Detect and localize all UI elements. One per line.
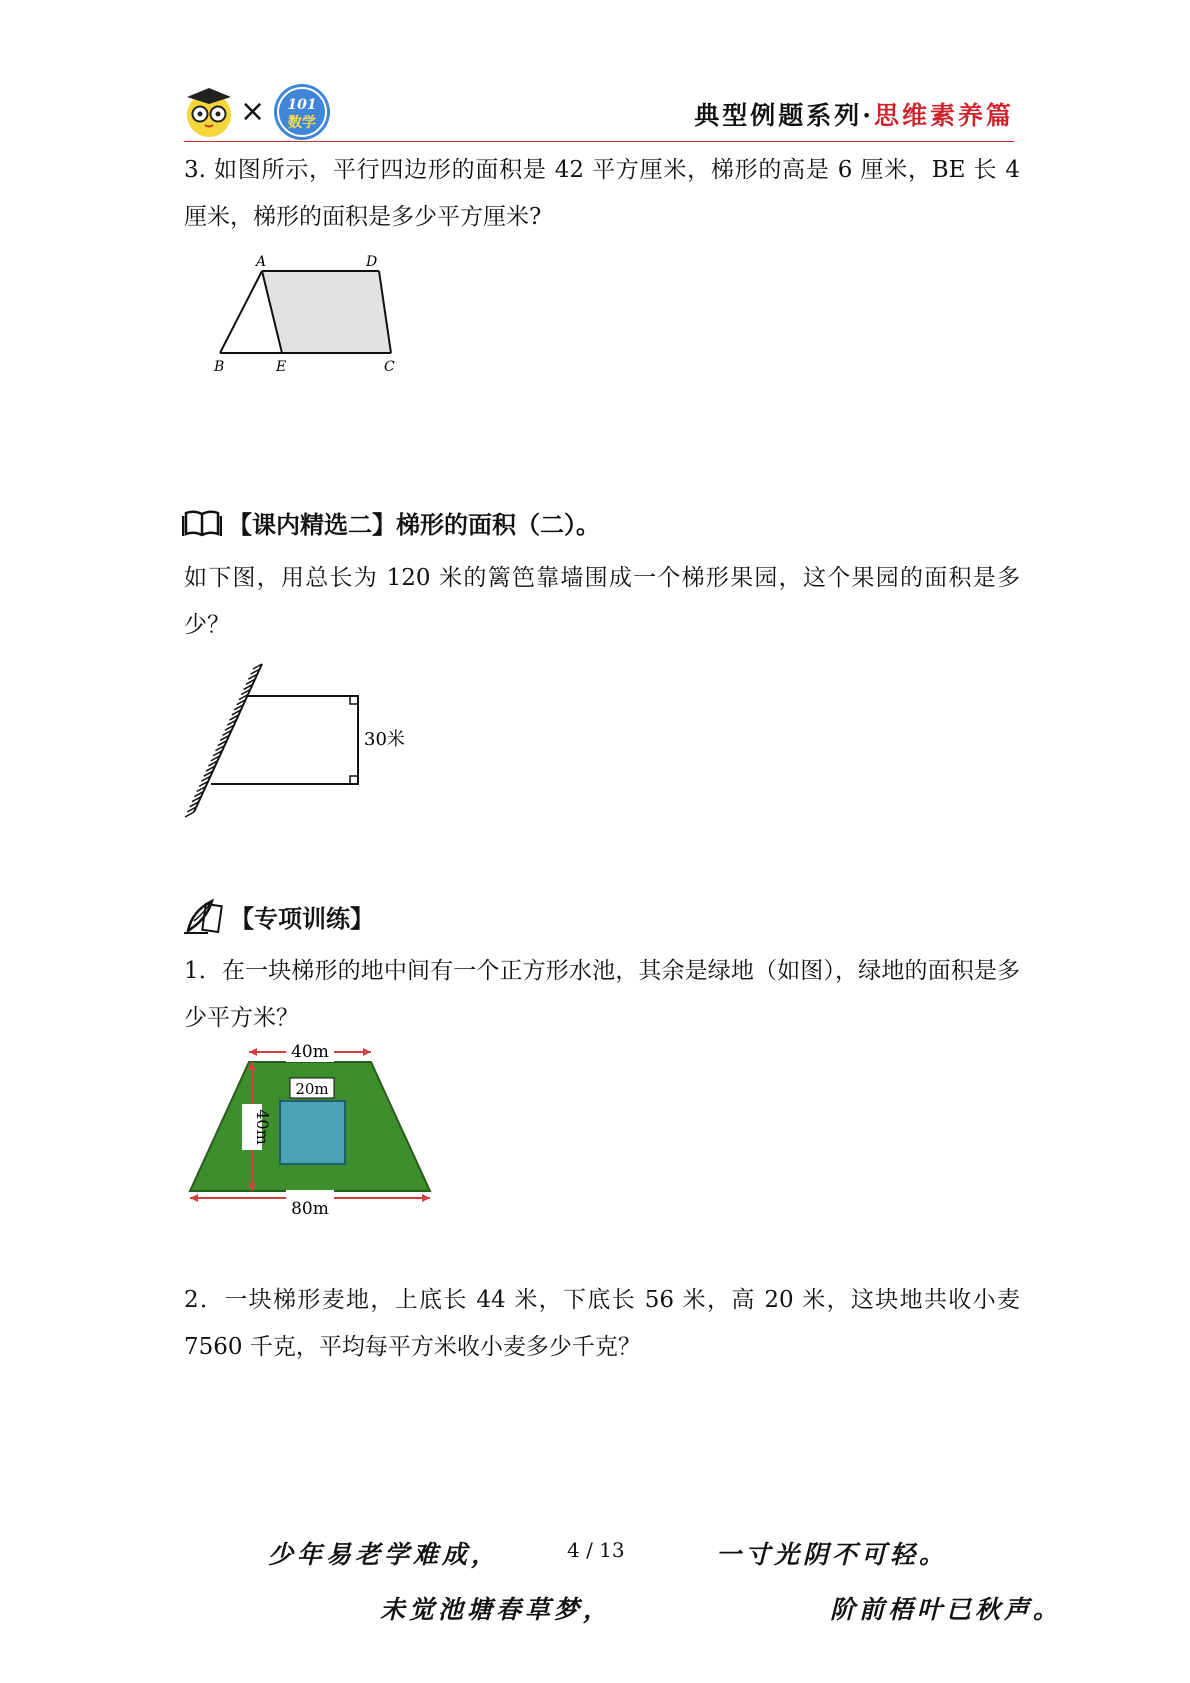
logo-text-math: 数学 bbox=[288, 115, 316, 131]
section-2-text: 如下图，用总长为 120 米的篱笆靠墙围成一个梯形果园，这个果园的面积是多少？ bbox=[184, 565, 1020, 638]
parallelogram-trapezoid-figure bbox=[206, 250, 416, 375]
wall-hatch-mark bbox=[185, 812, 194, 817]
label-e: E bbox=[276, 359, 287, 375]
label-c: C bbox=[384, 359, 395, 375]
section-3-heading bbox=[182, 897, 374, 935]
header-title-accent: 思维素养篇 bbox=[873, 101, 1014, 130]
problem-2-text: 2．一块梯形麦地，上底长 44 米，下底长 56 米，高 20 米，这块地共收小麦 7560 千克，平均每平方米收小麦多少千克？ bbox=[184, 1287, 1020, 1360]
problem-3-text: 3. 如图所示，平行四边形的面积是 42 平方厘米，梯形的高是 6 厘米，BE 长 4 厘米，梯形的面积是多少平方厘米? bbox=[184, 157, 1020, 230]
open-book-icon bbox=[182, 508, 222, 538]
label-a: A bbox=[256, 254, 267, 270]
section-2-heading bbox=[182, 505, 600, 540]
math-101-logo-icon bbox=[272, 82, 332, 142]
section-3-title: 【专项训练】 bbox=[230, 904, 374, 933]
height-label-40m: 40m bbox=[253, 1109, 272, 1145]
square-label-20m: 20m bbox=[295, 1080, 329, 1098]
bottom-label-80m: 80m bbox=[291, 1199, 329, 1218]
times-sign: × bbox=[240, 94, 266, 129]
header-title bbox=[694, 96, 1014, 132]
problem-1-text: 1．在一块梯形的地中间有一个正方形水池，其余是绿地（如图），绿地的面积是多少平方米？ bbox=[184, 958, 1020, 1031]
owl-logo-icon bbox=[184, 84, 234, 138]
header-title-dot: · bbox=[862, 101, 874, 130]
label-b: B bbox=[214, 359, 225, 375]
logo-text-101: 101 bbox=[287, 97, 317, 113]
trapezoid-field-figure bbox=[186, 1038, 434, 1218]
header-title-main: 典型例题系列 bbox=[694, 101, 863, 130]
label-d: D bbox=[366, 254, 378, 270]
header-divider bbox=[184, 141, 1014, 142]
section-2-title: 【课内精选二】梯形的面积（二）。 bbox=[228, 511, 600, 539]
top-label-40m: 40m bbox=[291, 1042, 329, 1062]
footer-line-2-left: 未觉池塘春草梦， bbox=[380, 1595, 613, 1624]
page-number: 4 / 13 bbox=[567, 1538, 625, 1562]
quill-pen-icon bbox=[182, 897, 224, 935]
footer-line-1-left: 少年易老学难成， bbox=[268, 1540, 501, 1569]
footer-line-2-right: 阶前梧叶已秋声。 bbox=[830, 1595, 1063, 1624]
wall-trapezoid-figure bbox=[180, 660, 420, 820]
footer-line-1-right: 一寸光阴不可轻。 bbox=[716, 1540, 949, 1569]
height-label-30m: 30米 bbox=[364, 729, 405, 750]
header bbox=[0, 0, 1190, 150]
